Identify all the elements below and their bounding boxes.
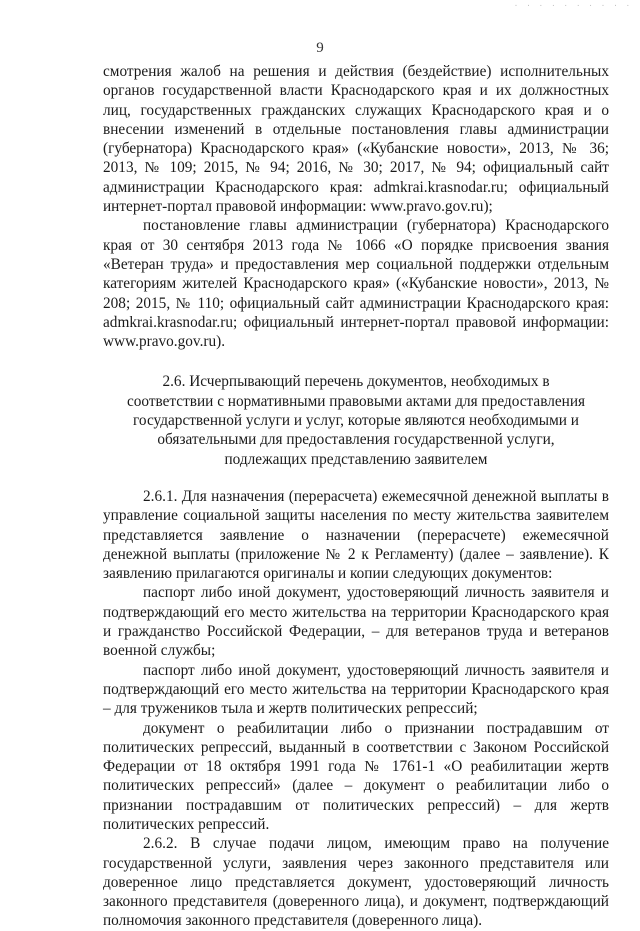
paragraph: паспорт либо иной документ, удостоверяющий личность заявителя и подтверждающий его место жительства на территории Краснодарского края и гражданство Российской Федерации, – для ветеранов труда и ветеранов военной службы; (103, 584, 609, 660)
paragraph: паспорт либо иной документ, удостоверяющий личность заявителя и подтверждающий его место жительства на территории Краснодарского края – для тружеников тыла и жертв политических репрессий; (103, 661, 609, 718)
paragraph: 2.6.1. Для назначения (перерасчета) ежемесячной денежной выплаты в управление социальной защиты населения по месту жительства заявителем представляется заявление о назначении (перерасчете) ежемесячной денежной выплаты (приложение № 2 к Регламенту) (далее – заявление). К заявлению прилагаются оригиналы и копии следующих документов: (103, 487, 609, 583)
scan-corner-mark: · · · · · · · · · · (513, 2, 632, 10)
section-heading: 2.6. Исчерпывающий перечень документов, необходимых в соответствии с нормативными правовыми актами для предоставления государственной услуги и услуг, которые являются необходимыми и обязательными для предоставления государственной услуги, подлежащих представлению заявителем (126, 373, 586, 468)
bottom-paragraphs (103, 487, 609, 931)
paragraph: документ о реабилитации либо о признании пострадавшим от политических репрессий, выданный в соответствии с Законом Российской Федерации от 18 октября 1991 года № 1761-1 «О реабилитации жертв политических репрессий» (далее – документ о реабилитации либо о признании пострадавшим от политических репрессий) – для жертв политических репрессий. (103, 719, 609, 833)
top-paragraphs (103, 62, 609, 351)
page-number: 9 (316, 40, 324, 56)
paragraph: смотрения жалоб на решения и действия (бездействие) исполнительных органов государственной власти Краснодарского края и их должностных лиц, государственных гражданских служащих Краснодарского края и о внесении изменений в отдельные постановления главы администрации (губернатора) Краснодарского края» («Кубанские новости», 2013, № 36; 2013, № 109; 2015, № 94; 2016, № 30; 2017, № 94; официальный сайт администрации Краснодарского края: admkrai.krasnodar.ru; официальный интернет-портал правовой информации: www.pravo.gov.ru); (103, 63, 609, 216)
document-body (103, 62, 609, 931)
paragraph: постановление главы администрации (губернатора) Краснодарского края от 30 сентября 2013 года № 1066 «О порядке присвоения звания «Ветеран труда» и предоставления мер социальной поддержки отдельным категориям жителей Краснодарского края» («Кубанские новости», 2013, № 208; 2015, № 110; официальный сайт администрации Краснодарского края: admkrai.krasnodar.ru; официальный интернет-портал правовой информации: www.pravo.gov.ru). (103, 217, 609, 351)
paragraph: 2.6.2. В случае подачи лицом, имеющим право на получение государственной услуги, заявления через законного представителя или доверенное лицо представляется документ, удостоверяющий личность законного представителя (доверенного лица), и документ, подтверждающий полномочия законного представителя (доверенного лица). (103, 835, 609, 930)
